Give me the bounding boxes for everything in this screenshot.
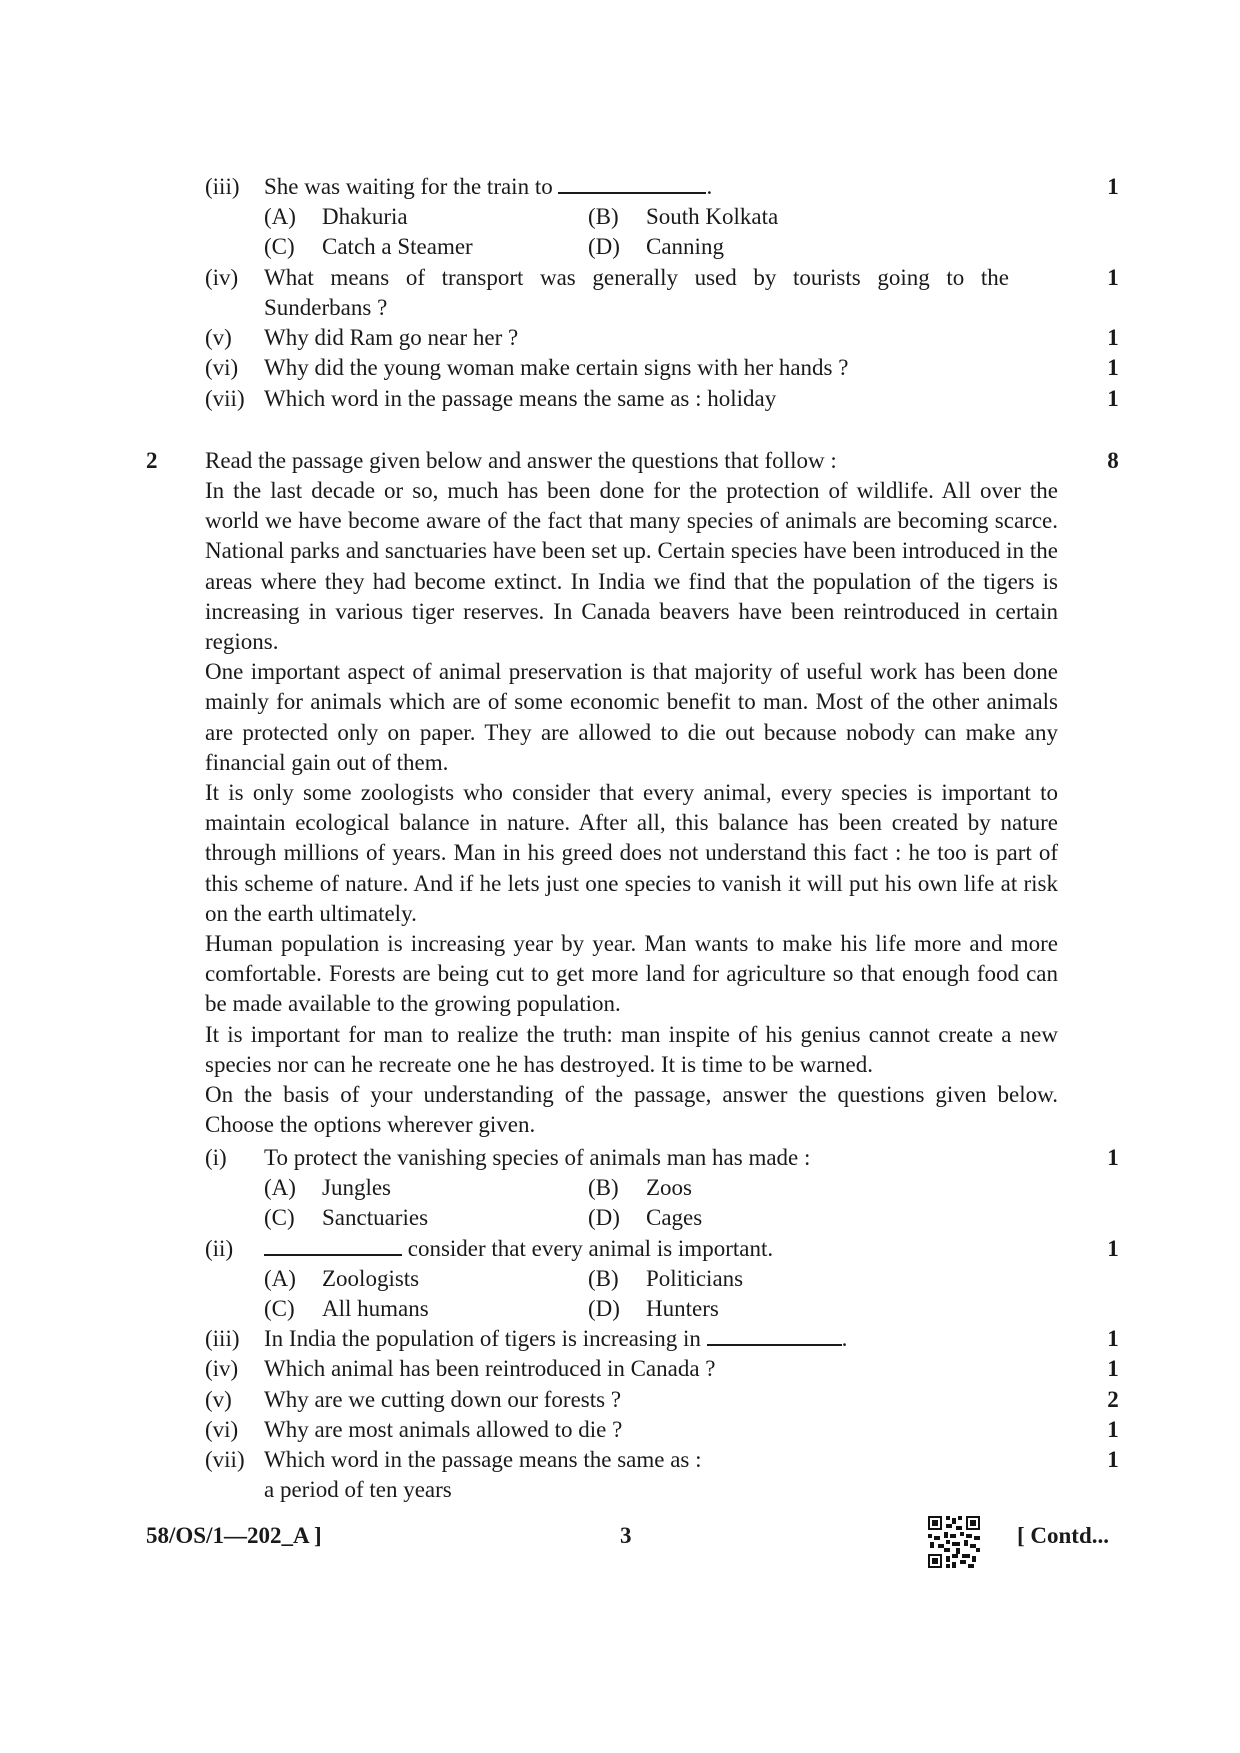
q1-iv-line1: What means of transport was generally used by tourists going to the xyxy=(264,265,1009,290)
q2-v-marks: 2 xyxy=(1107,1387,1119,1412)
passage-paragraph-5: It is important for man to realize the truth: man inspite of his genius cannot create a new species nor can he recreate one he has destroyed. It is time to be warned. xyxy=(205,1021,1058,1077)
passage-paragraph-2: One important aspect of animal preservation is that majority of useful work has been done mainly for animals which are of some economic benefit to man. Most of the other animals are protected only on paper. They are allowed to die out because nobody can make any financial gain out of them. xyxy=(205,659,1058,775)
q2-vii-marks: 1 xyxy=(1107,1447,1119,1472)
option-label: (B) xyxy=(588,204,619,229)
q2-number: 2 xyxy=(146,448,158,473)
q1-vi-marks: 1 xyxy=(1107,355,1119,380)
passage-paragraph-1: In the last decade or so, much has been done for the protection of wildlife. All over the world we have become aware of the fact that many species of animals are becoming scarce. National parks and sanctuaries have been set up. Certain species have been introduced in the areas where they had become extinct. In India we find that the population of the tigers is increasing in various tiger reserves. In Canada beavers have been reintroduced in certain regions. xyxy=(205,478,1058,655)
q2-v-number: (v) xyxy=(205,1387,232,1412)
q2-vi-number: (vi) xyxy=(205,1417,239,1442)
option-label: (C) xyxy=(264,1205,295,1230)
qr-code-icon xyxy=(928,1516,980,1568)
q1-vii-number: (vii) xyxy=(205,386,245,411)
option-label: (A) xyxy=(264,1266,296,1291)
q2-i-option-c xyxy=(264,1203,428,1233)
continued-label: [ Contd... xyxy=(1017,1523,1110,1548)
option-label: (D) xyxy=(588,1296,620,1321)
q1-iv-number: (iv) xyxy=(205,265,239,290)
option-label: (A) xyxy=(264,1175,296,1200)
option-text: Catch a Steamer xyxy=(322,234,473,259)
q1-iv-line2: Sunderbans ? xyxy=(264,295,388,320)
q2-ii-option-d xyxy=(588,1294,719,1324)
q1-v-number: (v) xyxy=(205,325,232,350)
q2-ii-number: (ii) xyxy=(205,1236,234,1261)
q2-iii-text xyxy=(264,1324,847,1354)
q2-passage xyxy=(205,476,1058,1140)
q2-instruction: Read the passage given below and answer the questions that follow : xyxy=(205,448,837,473)
q1-iii-option-a xyxy=(264,202,408,232)
q1-iv-marks: 1 xyxy=(1107,265,1119,290)
q2-i-option-d xyxy=(588,1203,702,1233)
option-text: Zoologists xyxy=(322,1266,420,1291)
q1-vi-number: (vi) xyxy=(205,355,239,380)
option-text: Jungles xyxy=(322,1175,391,1200)
answer-blank xyxy=(558,174,706,194)
q1-iii-option-d xyxy=(588,232,724,262)
q1-iii-option-c xyxy=(264,232,473,262)
passage-paragraph-3: It is only some zoologists who consider that every animal, every species is important to maintain ecological balance in nature. After all, this balance has been created by nature through millions of years. Man in his greed does not understand this fact : he too is part of this scheme of nature. And if he lets just one species to vanish it will put his own life at risk on the earth ultimately. xyxy=(205,780,1058,926)
option-label: (B) xyxy=(588,1175,619,1200)
q1-iii-option-b xyxy=(588,202,778,232)
q2-i-number: (i) xyxy=(205,1145,227,1170)
q1-vii-marks: 1 xyxy=(1107,386,1119,411)
option-label: (C) xyxy=(264,1296,295,1321)
passage-paragraph-4: Human population is increasing year by year. Man wants to make his life more and more comfortable. Forests are being cut to get more land for agriculture so that enough food can be made available to the growing population. xyxy=(205,931,1058,1017)
q1-iii-text xyxy=(264,172,712,202)
q2-iii-text-before: In India the population of tigers is increasing in xyxy=(264,1326,701,1351)
page-number: 3 xyxy=(620,1523,632,1548)
q1-v-text: Why did Ram go near her ? xyxy=(264,325,519,350)
q1-iii-text-after: . xyxy=(706,174,713,199)
q2-ii-text-after: consider that every animal is important. xyxy=(407,1236,774,1261)
q2-vii-number: (vii) xyxy=(205,1447,245,1472)
option-text: Politicians xyxy=(646,1266,744,1291)
q1-vi-text: Why did the young woman make certain signs with her hands ? xyxy=(264,355,849,380)
option-text: South Kolkata xyxy=(646,204,779,229)
q2-v-text: Why are we cutting down our forests ? xyxy=(264,1387,622,1412)
paper-code: 58/OS/1—202_A ] xyxy=(146,1523,322,1548)
q2-i-option-a xyxy=(264,1173,391,1203)
q2-ii-option-c xyxy=(264,1294,429,1324)
option-text: Sanctuaries xyxy=(322,1205,429,1230)
option-label: (A) xyxy=(264,204,296,229)
option-text: Cages xyxy=(646,1205,703,1230)
q1-iii-marks: 1 xyxy=(1107,174,1119,199)
q2-ii-marks: 1 xyxy=(1107,1236,1119,1261)
option-text: Canning xyxy=(646,234,724,259)
passage-paragraph-6: On the basis of your understanding of the passage, answer the questions given below. Choose the options wherever given. xyxy=(205,1082,1058,1138)
option-label: (B) xyxy=(588,1266,619,1291)
option-text: Dhakuria xyxy=(322,204,408,229)
q2-iii-marks: 1 xyxy=(1107,1326,1119,1351)
q2-ii-option-b xyxy=(588,1264,743,1294)
q2-total-marks: 8 xyxy=(1107,448,1119,473)
q2-vii-line1: Which word in the passage means the same as : xyxy=(264,1447,702,1472)
q2-iv-marks: 1 xyxy=(1107,1356,1119,1381)
q2-iii-number: (iii) xyxy=(205,1326,240,1351)
option-text: Hunters xyxy=(646,1296,719,1321)
q1-v-marks: 1 xyxy=(1107,325,1119,350)
option-text: Zoos xyxy=(646,1175,692,1200)
answer-blank xyxy=(707,1326,842,1346)
q2-i-text: To protect the vanishing species of animals man has made : xyxy=(264,1145,811,1170)
q1-iii-number: (iii) xyxy=(205,174,240,199)
q1-iii-text-before: She was waiting for the train to xyxy=(264,174,553,199)
q1-vii-text: Which word in the passage means the same as : holiday xyxy=(264,386,777,411)
q2-vi-text: Why are most animals allowed to die ? xyxy=(264,1417,623,1442)
q2-i-marks: 1 xyxy=(1107,1145,1119,1170)
option-text: All humans xyxy=(322,1296,429,1321)
option-label: (C) xyxy=(264,234,295,259)
q2-ii-option-a xyxy=(264,1264,419,1294)
q2-ii-text xyxy=(264,1234,773,1264)
q2-iv-text: Which animal has been reintroduced in Canada ? xyxy=(264,1356,716,1381)
q2-i-option-b xyxy=(588,1173,692,1203)
option-label: (D) xyxy=(588,234,620,259)
answer-blank xyxy=(264,1236,402,1256)
option-label: (D) xyxy=(588,1205,620,1230)
q2-vii-line2: a period of ten years xyxy=(264,1477,452,1502)
q2-iv-number: (iv) xyxy=(205,1356,239,1381)
q2-iii-text-after: . xyxy=(841,1326,848,1351)
q2-vi-marks: 1 xyxy=(1107,1417,1119,1442)
